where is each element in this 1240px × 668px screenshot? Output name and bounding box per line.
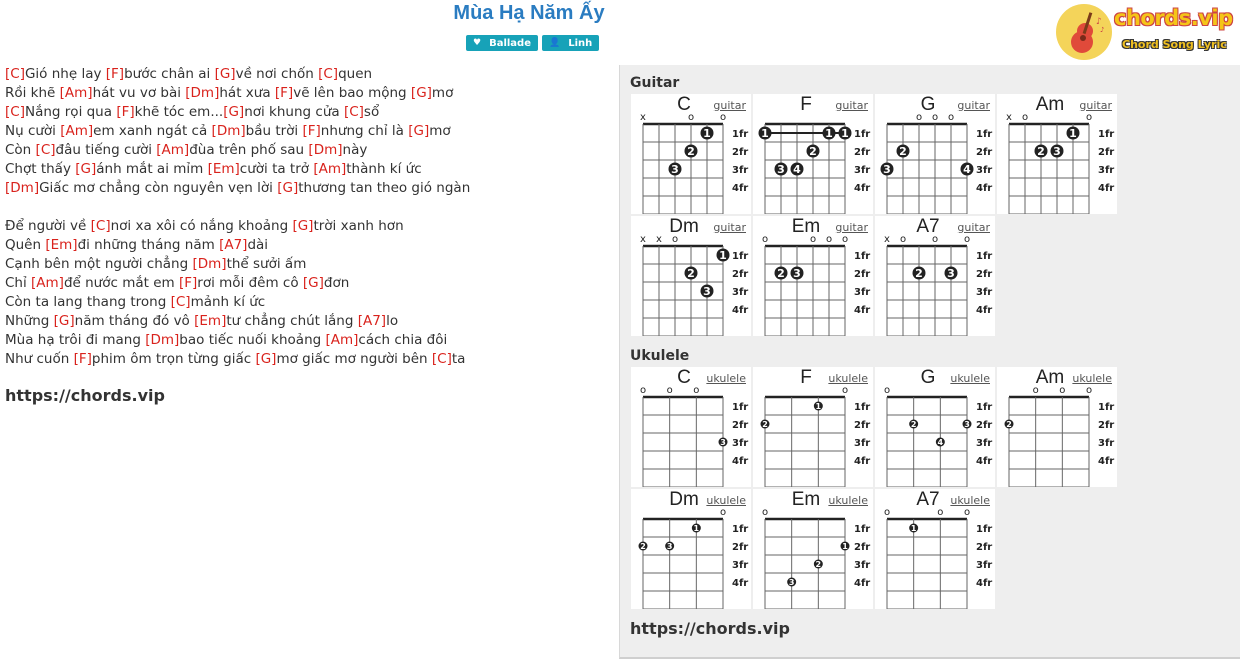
lyrics-block <box>5 65 605 369</box>
open-string-mark: o <box>719 507 727 518</box>
lyric-line <box>5 293 605 312</box>
chord-link[interactable]: [F] <box>178 275 198 291</box>
lyric-text: vẽ lên bao mộng <box>293 85 411 101</box>
fret-label: 2fr <box>976 147 993 158</box>
guitar-chord-list <box>631 94 1121 336</box>
finger-number: 4 <box>793 163 801 177</box>
fret-label: 4fr <box>976 183 993 194</box>
lyric-text: Mùa hạ trôi đi mang <box>5 332 146 348</box>
lyric-text: ánh mắt ai mỉm <box>96 161 208 177</box>
ukulele-section-title: Ukulele <box>630 348 690 364</box>
chord-link[interactable]: [Am] <box>325 332 359 348</box>
finger-number: 3 <box>788 577 795 587</box>
fret-label: 1fr <box>732 251 749 262</box>
fret-label: 2fr <box>732 542 749 553</box>
chord-link[interactable]: [G] <box>223 104 245 120</box>
guitar-chord-card-g[interactable] <box>875 94 995 214</box>
chord-name: Em <box>791 489 821 510</box>
genre-badge[interactable] <box>466 35 538 51</box>
fret-label: 1fr <box>732 524 749 535</box>
ukulele-chord-list <box>631 367 1121 609</box>
chord-link[interactable]: [Am] <box>31 275 64 291</box>
lyric-text: Như cuốn <box>5 351 74 367</box>
ukulele-chord-card-em[interactable] <box>753 489 873 609</box>
open-string-mark: o <box>915 112 923 123</box>
open-string-mark: o <box>947 112 955 123</box>
panel-url[interactable]: https://chords.vip <box>630 619 790 638</box>
chord-name: G <box>920 367 936 388</box>
finger-number: 3 <box>793 267 801 281</box>
logo-brand: chords.vip <box>1114 6 1233 30</box>
open-string-mark: o <box>937 507 944 518</box>
guitar-chord-card-dm[interactable] <box>631 216 751 336</box>
finger-number: 3 <box>703 285 711 299</box>
open-string-mark: o <box>693 385 700 396</box>
fret-label: 2fr <box>976 542 993 553</box>
fret-label: 3fr <box>854 438 871 449</box>
lyric-line <box>5 255 605 274</box>
finger-number: 1 <box>910 523 917 533</box>
finger-number: 2 <box>910 419 917 429</box>
ukulele-chord-card-a7[interactable] <box>875 489 995 609</box>
chord-name: A7 <box>916 489 940 510</box>
lyric-text: phim ôm trọn từng giấc <box>91 351 256 367</box>
chord-link[interactable]: [G] <box>255 351 277 367</box>
fret-label: 4fr <box>854 183 871 194</box>
fret-label: 1fr <box>854 129 871 140</box>
lyric-text: hát vu vơ bài <box>92 85 186 101</box>
chord-link[interactable]: [C] <box>35 142 56 158</box>
finger-number: 3 <box>947 267 955 281</box>
finger-number: 2 <box>687 267 695 281</box>
lyric-line <box>5 312 605 331</box>
finger-number: 2 <box>640 541 646 551</box>
open-string-mark: o <box>825 234 833 245</box>
fret-label: 1fr <box>976 402 993 413</box>
chord-link[interactable]: [C] <box>318 66 339 82</box>
finger-number: 1 <box>693 523 700 533</box>
chord-name: Dm <box>669 216 699 237</box>
guitar-chord-card-a7[interactable] <box>875 216 995 336</box>
fret-label: 2fr <box>976 269 993 280</box>
finger-number: 2 <box>815 559 822 569</box>
artist-label: Linh <box>568 37 593 49</box>
lyric-text: bước chân ai <box>124 66 215 82</box>
lyric-text: nhưng chỉ là <box>320 123 409 139</box>
finger-number: 2 <box>1037 145 1045 159</box>
finger-number: 4 <box>963 163 971 177</box>
fret-label: 3fr <box>854 560 871 571</box>
instrument-link[interactable]: guitar <box>957 99 990 112</box>
lyric-text: quen <box>338 66 373 82</box>
chord-name: C <box>677 367 691 388</box>
chord-name: C <box>677 94 691 115</box>
fret-label: 3fr <box>854 165 871 176</box>
fret-label: 1fr <box>976 524 993 535</box>
fret-label: 1fr <box>1098 129 1115 140</box>
fret-label: 1fr <box>732 402 749 413</box>
lyric-text: cười ta trở <box>239 161 314 177</box>
chord-link[interactable]: [Am] <box>313 161 347 177</box>
open-string-mark: o <box>931 112 939 123</box>
chord-name: Am <box>1035 367 1065 388</box>
chord-name: G <box>920 94 936 115</box>
chord-link[interactable]: [Dm] <box>5 180 40 196</box>
fret-label: 1fr <box>732 129 749 140</box>
lyric-text: Để người về <box>5 218 91 234</box>
genre-label: Ballade <box>489 37 531 49</box>
open-string-mark: o <box>883 507 891 518</box>
instrument-link[interactable]: guitar <box>835 221 868 234</box>
finger-number: 1 <box>703 127 711 141</box>
guitar-logo-icon <box>1056 4 1112 60</box>
lyric-text: khẽ tóc em... <box>134 104 224 120</box>
fret-label: 1fr <box>976 251 993 262</box>
finger-number: 1 <box>719 249 727 263</box>
chord-link[interactable]: [G] <box>214 66 236 82</box>
open-string-mark: o <box>1085 385 1093 396</box>
guitar-chord-card-em[interactable] <box>753 216 873 336</box>
lyric-text: về nơi chốn <box>235 66 319 82</box>
finger-number: 1 <box>815 401 822 411</box>
chord-link[interactable]: [G] <box>292 218 314 234</box>
song-badges <box>466 35 599 51</box>
open-string-mark: o <box>671 234 679 245</box>
lyric-text: ta <box>451 351 466 367</box>
lyric-line <box>5 141 605 160</box>
chord-link[interactable]: [F] <box>274 85 294 101</box>
open-string-mark: o <box>1085 112 1093 123</box>
finger-number: 2 <box>1006 419 1012 429</box>
chord-link[interactable]: [G] <box>408 123 430 139</box>
chord-link[interactable]: [F] <box>302 123 321 139</box>
fret-label: 3fr <box>976 287 993 298</box>
lyric-text: sổ <box>363 104 380 120</box>
open-string-mark: o <box>1021 112 1029 123</box>
lyric-text: dài <box>247 237 269 253</box>
fret-label: 4fr <box>976 305 993 316</box>
muted-string-mark: x <box>884 234 890 245</box>
lyric-text: em xanh ngát cả <box>93 123 212 139</box>
lyric-text: đi những tháng năm <box>77 237 220 253</box>
instrument-link[interactable]: ukulele <box>828 494 868 507</box>
finger-number: 2 <box>915 267 923 281</box>
open-string-mark: o <box>761 234 769 245</box>
chord-link[interactable]: [A7] <box>357 313 387 329</box>
chord-link[interactable]: [Dm] <box>308 142 343 158</box>
muted-string-mark: x <box>640 112 646 123</box>
fret-label: 4fr <box>732 305 749 316</box>
fret-label: 2fr <box>854 269 871 280</box>
lyric-line <box>5 179 605 198</box>
fret-label: 2fr <box>854 542 871 553</box>
lyric-text: để nước mắt em <box>63 275 179 291</box>
lyric-text: hát xưa <box>219 85 275 101</box>
chord-link[interactable]: [G] <box>277 180 299 196</box>
open-string-mark: o <box>761 507 769 518</box>
lyric-text: trời xanh hơn <box>313 218 404 234</box>
instrument-link[interactable]: guitar <box>713 221 746 234</box>
lyric-text: tư chẳng chút lắng <box>226 313 358 329</box>
lyric-text: đơn <box>323 275 350 291</box>
chord-link[interactable]: [G] <box>302 275 324 291</box>
lyric-text: thành kí ức <box>346 161 422 177</box>
finger-number: 3 <box>777 163 785 177</box>
finger-number: 2 <box>777 267 785 281</box>
fret-label: 2fr <box>732 269 749 280</box>
finger-number: 3 <box>720 437 726 447</box>
chord-link[interactable]: [F] <box>116 104 135 120</box>
lyric-text: đùa trên phố sau <box>189 142 309 158</box>
muted-string-mark: x <box>640 234 646 245</box>
lyric-text: này <box>342 142 368 158</box>
guitar-section-title: Guitar <box>630 75 680 91</box>
instrument-link[interactable]: guitar <box>835 99 868 112</box>
lyric-text: Chỉ <box>5 275 32 291</box>
open-string-mark: o <box>687 112 695 123</box>
instrument-link[interactable]: ukulele <box>828 372 868 385</box>
fret-label: 1fr <box>854 524 871 535</box>
chord-link[interactable]: [C] <box>90 218 111 234</box>
user-icon: 👤 <box>549 38 561 48</box>
open-string-mark: o <box>963 234 971 245</box>
chord-link[interactable]: [Am] <box>59 85 93 101</box>
chord-link[interactable]: [C] <box>5 66 25 82</box>
muted-string-mark: x <box>1006 112 1012 123</box>
chord-link[interactable]: [A7] <box>219 237 248 253</box>
lyric-line <box>5 236 605 255</box>
fret-label: 4fr <box>1098 456 1115 467</box>
finger-number: 1 <box>841 127 849 141</box>
chord-link[interactable]: [Dm] <box>185 85 220 101</box>
fret-label: 2fr <box>854 420 871 431</box>
chord-name: Am <box>1035 94 1065 115</box>
fret-label: 4fr <box>976 456 993 467</box>
lyric-text: năm tháng đó vô <box>74 313 195 329</box>
lyric-text: Nắng rọi qua <box>24 104 117 120</box>
open-string-mark: o <box>963 507 971 518</box>
finger-number: 3 <box>666 541 673 551</box>
open-string-mark: o <box>809 234 817 245</box>
fret-label: 3fr <box>732 165 749 176</box>
lyric-line <box>5 103 605 122</box>
chord-link[interactable]: [C] <box>170 294 191 310</box>
lyric-line <box>5 331 605 350</box>
fret-label: 3fr <box>732 560 749 571</box>
open-string-mark: o <box>639 385 647 396</box>
finger-number: 4 <box>937 437 944 447</box>
instrument-link[interactable]: ukulele <box>950 372 990 385</box>
chord-link[interactable]: [Em] <box>194 313 227 329</box>
lyric-line <box>5 84 605 103</box>
fret-label: 1fr <box>854 251 871 262</box>
lyric-text: lo <box>386 313 399 329</box>
guitar-chord-card-c[interactable] <box>631 94 751 214</box>
fret-label: 3fr <box>976 165 993 176</box>
lyric-text: cách chia đôi <box>358 332 448 348</box>
lyric-text: thể sưởi ấm <box>226 256 307 272</box>
artist-badge[interactable] <box>542 35 599 51</box>
svg-text:♪: ♪ <box>1100 26 1105 34</box>
chord-name: Dm <box>669 489 699 510</box>
open-string-mark: o <box>883 385 891 396</box>
finger-number: 1 <box>825 127 833 141</box>
lyric-line <box>5 350 605 369</box>
instrument-link[interactable]: ukulele <box>706 372 746 385</box>
lyric-text: nơi xa xôi có nắng khoảng <box>110 218 293 234</box>
chord-link[interactable]: [G] <box>53 313 75 329</box>
chord-link[interactable]: [Dm] <box>211 123 246 139</box>
fret-label: 4fr <box>976 578 993 589</box>
lyric-line <box>5 160 605 179</box>
open-string-mark: o <box>719 112 727 123</box>
lyric-text: thương tan theo gió ngàn <box>298 180 471 196</box>
lyric-text: đâu tiếng cười <box>55 142 157 158</box>
lyric-line <box>5 65 605 84</box>
ukulele-chord-card-c[interactable] <box>631 367 751 487</box>
heart-icon: ♥ <box>473 38 482 48</box>
instrument-link[interactable]: guitar <box>713 99 746 112</box>
finger-number: 1 <box>761 127 769 141</box>
open-string-mark: o <box>666 385 673 396</box>
finger-number: 3 <box>964 419 970 429</box>
fret-label: 3fr <box>1098 165 1115 176</box>
chord-link[interactable]: [Dm] <box>145 332 180 348</box>
finger-number: 3 <box>671 163 679 177</box>
lyric-text: Nụ cười <box>5 123 61 139</box>
fret-label: 3fr <box>732 287 749 298</box>
lyric-text: Những <box>5 313 54 329</box>
fret-label: 3fr <box>732 438 749 449</box>
fret-label: 1fr <box>976 129 993 140</box>
finger-number: 2 <box>687 145 695 159</box>
fret-label: 1fr <box>854 402 871 413</box>
lyric-text: Gió nhẹ lay <box>24 66 106 82</box>
instrument-link[interactable]: guitar <box>957 221 990 234</box>
logo-tagline: Chord Song Lyric <box>1122 38 1227 51</box>
fret-label: 2fr <box>1098 420 1115 431</box>
site-url[interactable]: https://chords.vip <box>5 386 165 405</box>
lyric-line <box>5 274 605 293</box>
ukulele-chord-card-f[interactable] <box>753 367 873 487</box>
lyric-text: mơ <box>431 85 454 101</box>
finger-number: 3 <box>1053 145 1061 159</box>
fret-label: 1fr <box>1098 402 1115 413</box>
chord-name: F <box>800 94 812 115</box>
lyric-text: Quên <box>5 237 46 253</box>
lyric-text: bao tiếc nuối khoảng <box>179 332 326 348</box>
lyric-blank-line <box>5 198 605 217</box>
chord-link[interactable]: [G] <box>75 161 97 177</box>
instrument-link[interactable]: ukulele <box>706 494 746 507</box>
finger-number: 2 <box>762 419 768 429</box>
lyric-line <box>5 122 605 141</box>
fret-label: 4fr <box>854 456 871 467</box>
lyric-text: Rồi khẽ <box>5 85 60 101</box>
chord-link[interactable]: [Dm] <box>192 256 227 272</box>
open-string-mark: o <box>1059 385 1066 396</box>
instrument-link[interactable]: guitar <box>1079 99 1112 112</box>
chord-link[interactable]: [C] <box>343 104 364 120</box>
lyric-line <box>5 217 605 236</box>
instrument-link[interactable]: ukulele <box>1072 372 1112 385</box>
lyric-text: Cạnh bên một người chẳng <box>5 256 193 272</box>
chord-panel <box>619 65 1240 659</box>
fret-label: 2fr <box>854 147 871 158</box>
fret-label: 4fr <box>732 456 749 467</box>
fret-label: 3fr <box>1098 438 1115 449</box>
ukulele-chord-card-dm[interactable] <box>631 489 751 609</box>
open-string-mark: o <box>899 234 907 245</box>
fret-label: 2fr <box>976 420 993 431</box>
song-title: Mùa Hạ Năm Ấy <box>453 2 605 24</box>
fret-label: 4fr <box>854 578 871 589</box>
finger-number: 3 <box>883 163 891 177</box>
chord-link[interactable]: [C] <box>431 351 452 367</box>
guitar-chord-card-f[interactable] <box>753 94 873 214</box>
chord-link[interactable]: [F] <box>105 66 125 82</box>
fret-label: 3fr <box>976 438 993 449</box>
chord-name: A7 <box>916 216 940 237</box>
finger-number: 1 <box>842 541 848 551</box>
fret-label: 2fr <box>1098 147 1115 158</box>
chord-link[interactable]: [G] <box>410 85 432 101</box>
ukulele-chord-card-am[interactable] <box>997 367 1117 487</box>
lyric-text: Còn ta lang thang trong <box>5 294 171 310</box>
fret-label: 2fr <box>732 420 749 431</box>
open-string-mark: o <box>841 385 849 396</box>
fret-label: 3fr <box>854 287 871 298</box>
lyric-text: mơ <box>429 123 451 139</box>
muted-string-mark: x <box>656 234 662 245</box>
lyric-text: nơi khung cửa <box>244 104 344 120</box>
finger-number: 2 <box>899 145 907 159</box>
lyric-text: bầu trời <box>245 123 303 139</box>
finger-number: 2 <box>809 145 817 159</box>
lyric-text: Chợt thấy <box>5 161 76 177</box>
fret-label: 4fr <box>854 305 871 316</box>
fret-label: 4fr <box>1098 183 1115 194</box>
chord-link[interactable]: [Am] <box>60 123 94 139</box>
fret-label: 4fr <box>732 578 749 589</box>
chord-link[interactable]: [Em] <box>45 237 78 253</box>
chord-link[interactable]: [C] <box>5 104 25 120</box>
ukulele-chord-card-g[interactable] <box>875 367 995 487</box>
fret-label: 4fr <box>732 183 749 194</box>
guitar-chord-card-am[interactable] <box>997 94 1117 214</box>
finger-number: 1 <box>1069 127 1077 141</box>
chord-link[interactable]: [Em] <box>207 161 240 177</box>
chord-link[interactable]: [F] <box>73 351 92 367</box>
open-string-mark: o <box>1032 385 1039 396</box>
instrument-link[interactable]: ukulele <box>950 494 990 507</box>
svg-text:♪: ♪ <box>1096 17 1102 27</box>
lyric-text: Còn <box>5 142 36 158</box>
open-string-mark: o <box>841 234 849 245</box>
lyric-text: rơi mỗi đêm cô <box>197 275 303 291</box>
site-logo[interactable] <box>1054 2 1240 62</box>
open-string-mark: o <box>931 234 939 245</box>
fret-label: 3fr <box>976 560 993 571</box>
lyric-text: mảnh kí ức <box>190 294 266 310</box>
chord-name: Em <box>791 216 821 237</box>
fret-label: 2fr <box>732 147 749 158</box>
lyric-text: mơ giấc mơ người bên <box>276 351 432 367</box>
chord-link[interactable]: [Am] <box>156 142 190 158</box>
lyric-text: Giấc mơ chẳng còn nguyên vẹn lời <box>39 180 278 196</box>
chord-name: F <box>800 367 812 388</box>
